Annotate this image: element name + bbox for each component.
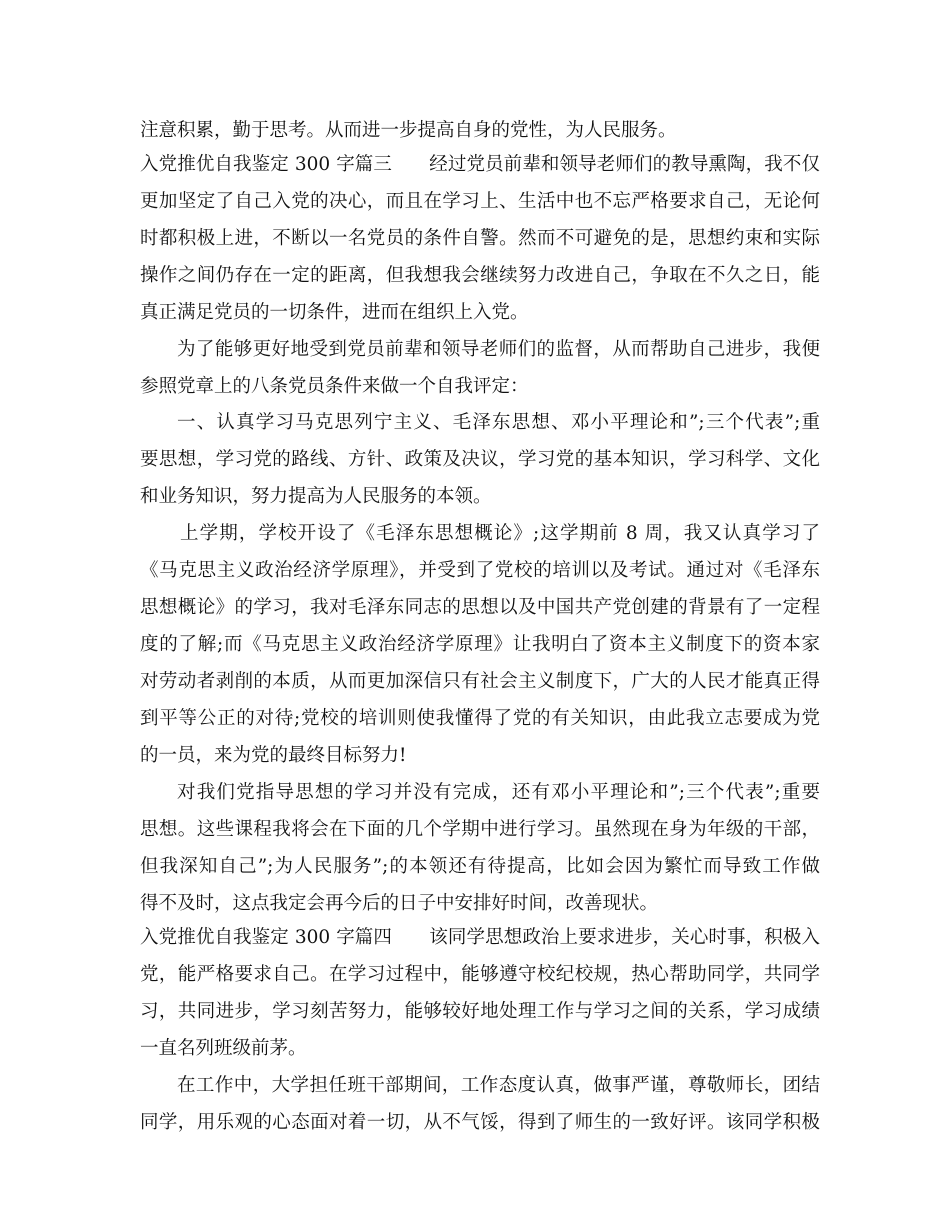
text-line-27: 在工作中，大学担任班干部期间，工作态度认真，做事严谨，尊敬师长，团结 [177,1075,820,1096]
text-line-26: 一直名列班级前茅。 [140,1038,307,1059]
text-line-15: 度的了解;而《马克思主义政治经济学原理》让我明白了资本主义制度下的资本家 [140,634,820,655]
text-line-3: 更加坚定了自己入党的决心，而且在学习上、生活中也不忘严格要求自己，无论何 [140,191,820,212]
text-line-23: 入党推优自我鉴定 300 字篇四 该同学思想政治上要求进步，关心时事，积极入 [140,927,820,948]
text-line-19: 对我们党指导思想的学习并没有完成，还有邓小平理论和”;三个代表”;重要 [177,782,820,803]
text-line-13: 《马克思主义政治经济学原理》，并受到了党校的培训以及考试。通过对《毛泽东 [140,560,820,581]
text-line-16: 对劳动者剥削的本质，从而更加深信只有社会主义制度下，广大的人民才能真正得 [140,671,820,692]
text-line-4: 时都积极上进，不断以一名党员的条件自警。然而不可避免的是，思想约束和实际 [140,228,820,249]
text-line-12: 上学期，学校开设了《毛泽东思想概论》;这学期前 8 周，我又认真学习了 [180,523,820,544]
text-line-5: 操作之间仍存在一定的距离，但我想我会继续努力改进自己，争取在不久之日，能 [140,265,820,286]
text-line-10: 要思想，学习党的路线、方针、政策及决议，学习党的基本知识，学习科学、文化 [140,449,820,470]
text-line-7: 为了能够更好地受到党员前辈和领导老师们的监督，从而帮助自己进步，我便 [177,339,820,360]
text-line-1: 注意积累，勤于思考。从而进一步提高自身的党性，为人民服务。 [140,120,677,141]
text-line-24: 党，能严格要求自己。在学习过程中，能够遵守校纪校规，热心帮助同学，共同学 [140,964,820,985]
text-line-14: 思想概论》的学习，我对毛泽东同志的思想以及中国共产党创建的背景有了一定程 [140,597,820,618]
text-line-6: 真正满足党员的一切条件，进而在组织上入党。 [140,302,529,323]
text-line-11: 和业务知识，努力提高为人民服务的本领。 [140,486,492,507]
text-line-9: 一、认真学习马克思列宁主义、毛泽东思想、邓小平理论和”;三个代表”;重 [177,412,820,433]
text-line-18: 的一员，来为党的最终目标努力! [140,745,407,766]
text-line-25: 习，共同进步，学习刻苦努力，能够较好地处理工作与学习之间的关系，学习成绩 [140,1001,820,1022]
text-line-22: 得不及时，这点我定会再今后的日子中安排好时间，改善现状。 [140,893,659,914]
text-line-28: 同学，用乐观的心态面对着一切，从不气馁，得到了师生的一致好评。该同学积极 [140,1112,820,1133]
text-line-8: 参照党章上的八条党员条件来做一个自我评定： [140,376,529,397]
text-line-21: 但我深知自己”;为人民服务”;的本领还有待提高，比如会因为繁忙而导致工作做 [140,856,820,877]
text-line-2: 入党推优自我鉴定 300 字篇三 经过党员前辈和领导老师们的教导熏陶，我不仅 [140,154,820,175]
text-line-17: 到平等公正的对待;党校的培训则使我懂得了党的有关知识，由此我立志要成为党 [140,708,820,729]
text-line-20: 思想。这些课程我将会在下面的几个学期中进行学习。虽然现在身为年级的干部， [140,819,820,840]
